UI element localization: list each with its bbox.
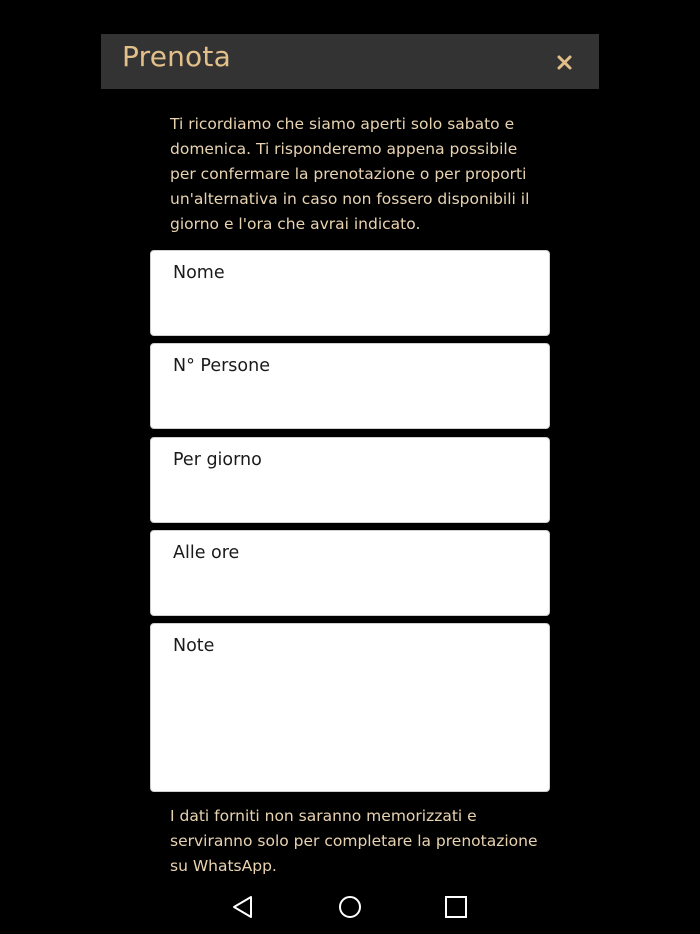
date-field[interactable] bbox=[150, 437, 550, 523]
close-icon bbox=[554, 52, 576, 74]
recents-button[interactable] bbox=[443, 894, 469, 920]
close-button[interactable] bbox=[554, 52, 576, 74]
back-button[interactable] bbox=[230, 894, 256, 920]
back-triangle-icon bbox=[230, 894, 256, 920]
recents-square-icon bbox=[443, 894, 469, 920]
date-field-label: Per giorno bbox=[173, 450, 262, 470]
privacy-note: I dati forniti non saranno memorizzati e serviranno solo per completare la prenotazione su WhatsApp. bbox=[170, 807, 538, 875]
name-field-label: Nome bbox=[173, 263, 225, 283]
dialog-header bbox=[101, 34, 599, 89]
intro-text: Ti ricordiamo che siamo aperti solo sabato e domenica. Ti risponderemo appena possibile per confermare la prenotazione o per proporti un'alternativa in caso non fossero disponibili il giorno e l'ora che avrai indicato. bbox=[170, 115, 530, 233]
time-field[interactable] bbox=[150, 530, 550, 616]
dialog-title: Prenota bbox=[122, 40, 231, 73]
notes-field-label: Note bbox=[173, 636, 215, 656]
people-count-field-label: N° Persone bbox=[173, 356, 270, 376]
home-button[interactable] bbox=[337, 894, 363, 920]
notes-field[interactable] bbox=[150, 623, 550, 792]
people-count-field[interactable] bbox=[150, 343, 550, 429]
android-nav-bar bbox=[0, 880, 700, 934]
name-field[interactable] bbox=[150, 250, 550, 336]
time-field-label: Alle ore bbox=[173, 543, 240, 563]
home-circle-icon bbox=[337, 894, 363, 920]
